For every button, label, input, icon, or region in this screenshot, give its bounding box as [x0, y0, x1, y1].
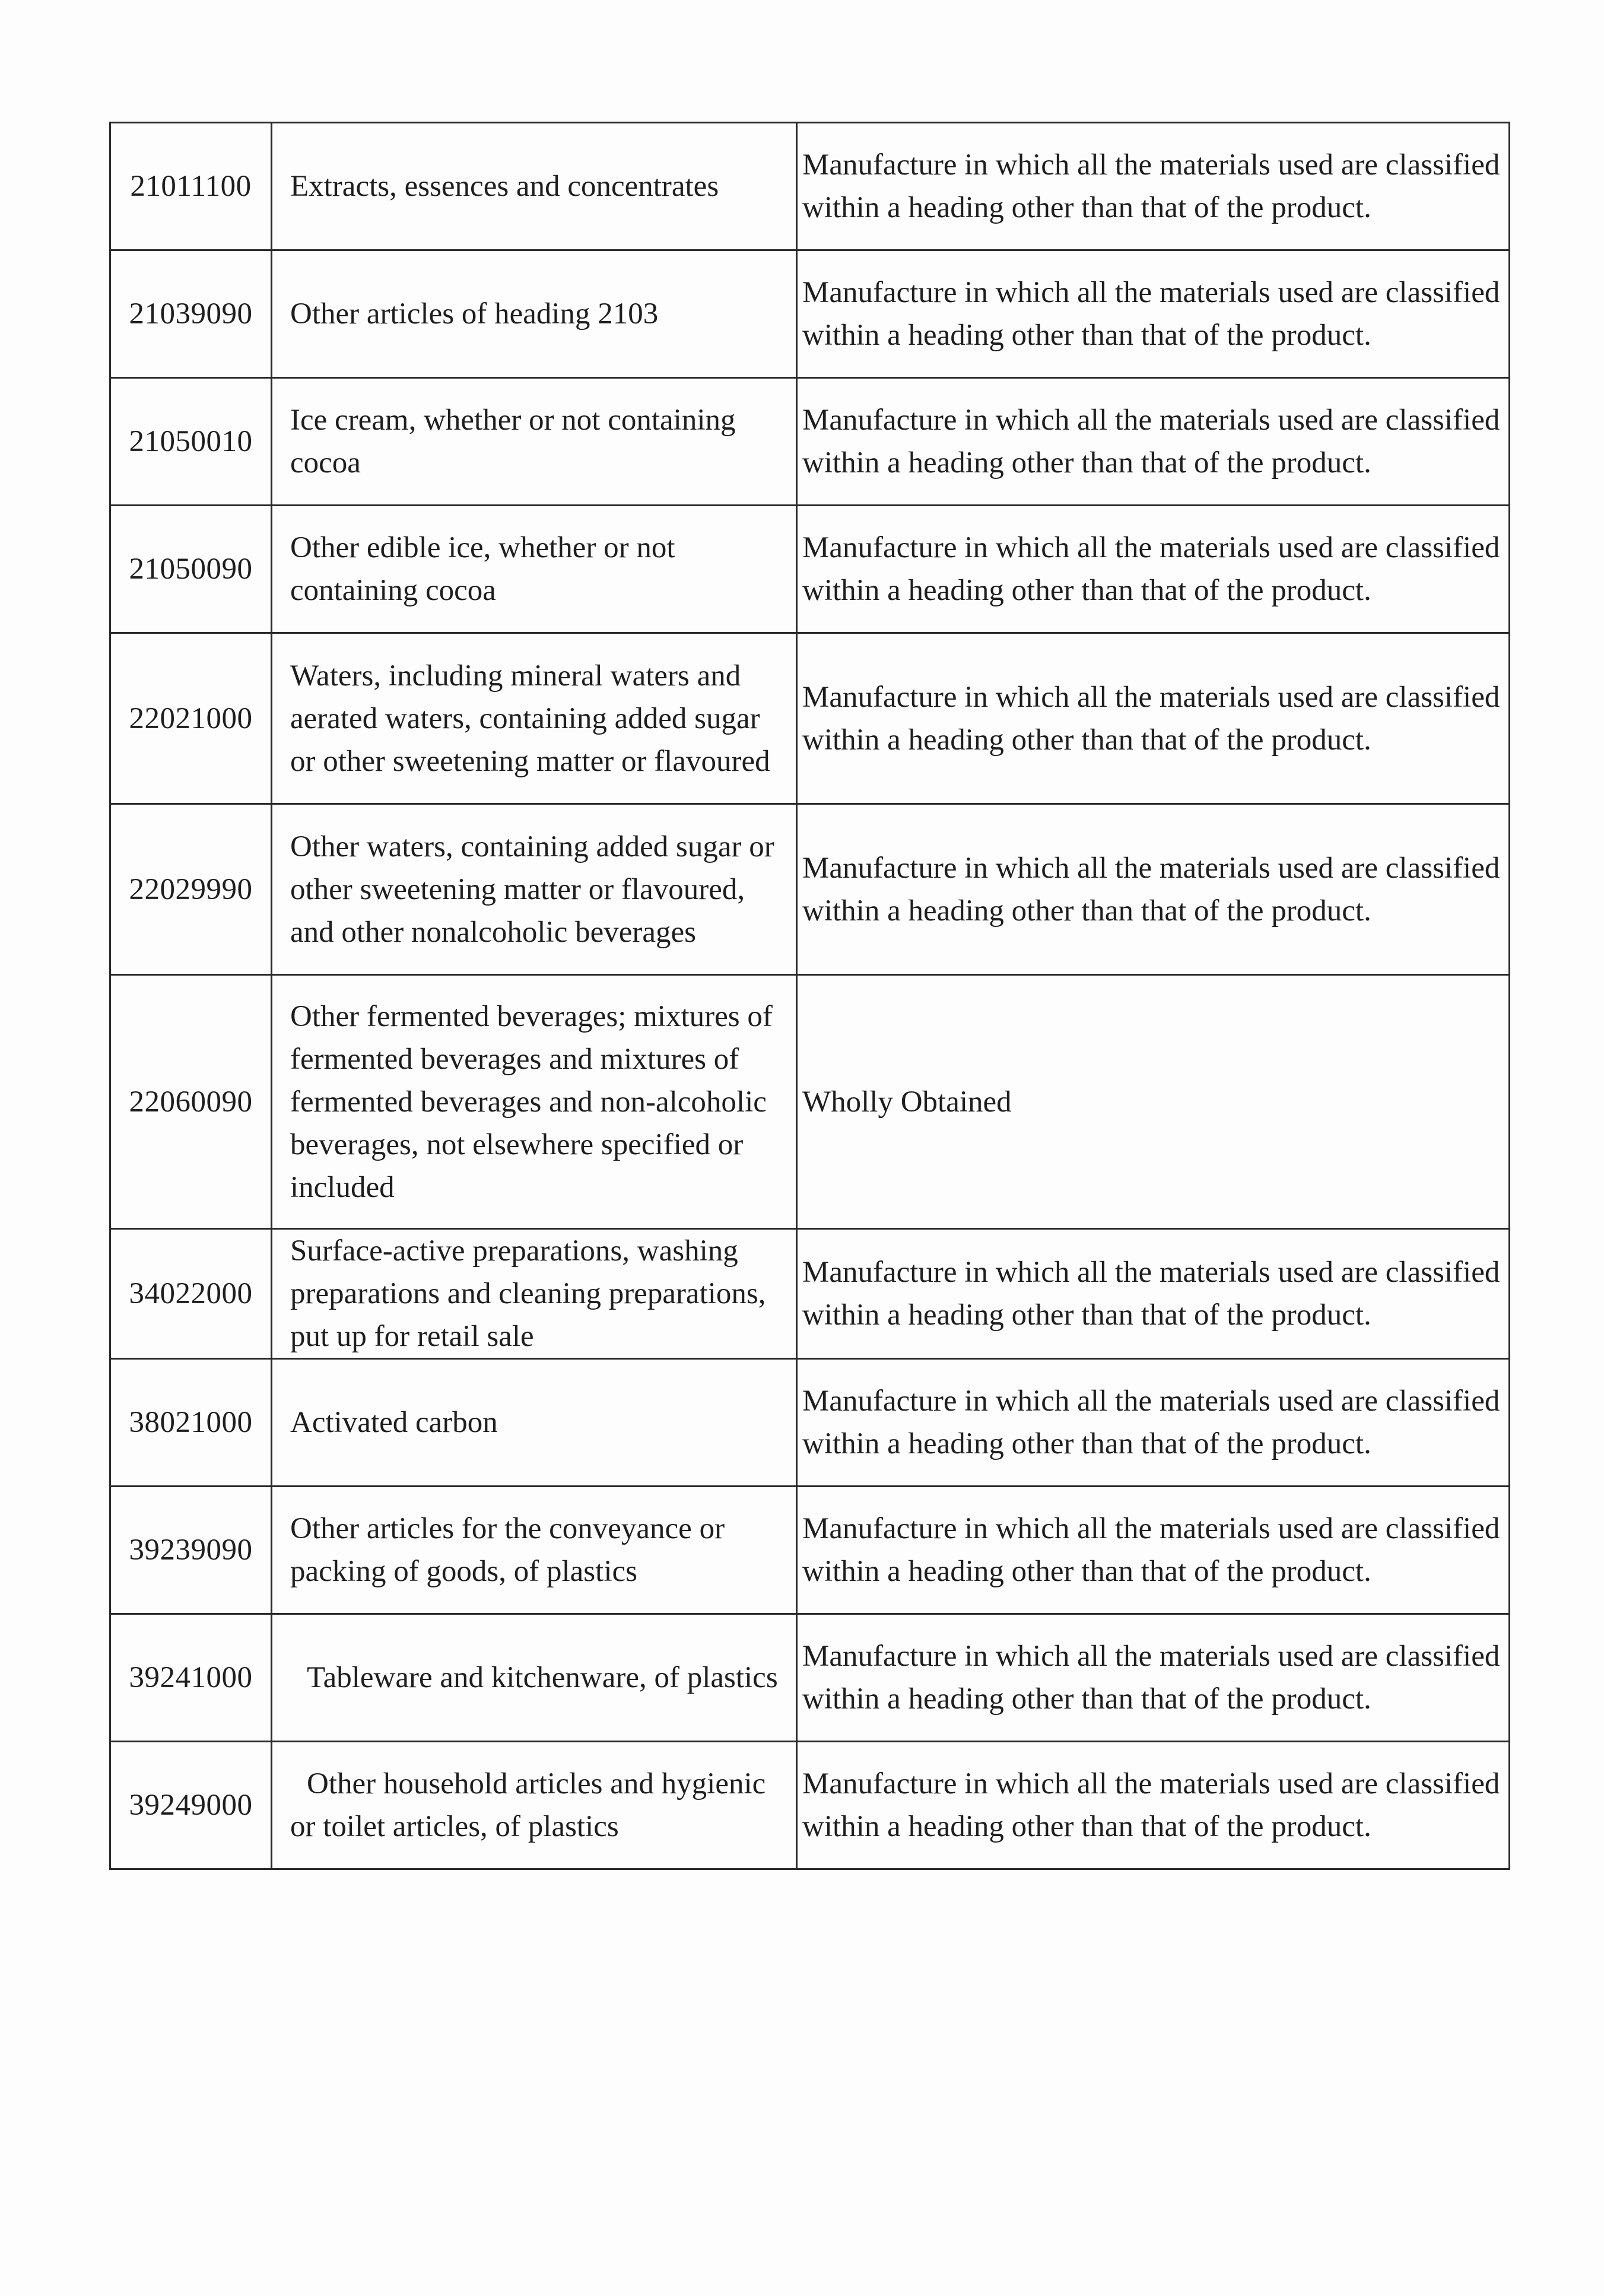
hs-code-cell: 21039090: [110, 250, 272, 378]
hs-code-cell: 22021000: [110, 633, 272, 804]
hs-code-cell: 39239090: [110, 1487, 272, 1614]
hs-code-cell: 21011100: [110, 123, 272, 250]
description-cell: Waters, including mineral waters and aerated waters, containing added sugar or other sweetening matter or flavoured: [272, 633, 797, 804]
table-row: [110, 378, 1510, 506]
table-row: [110, 1229, 1510, 1359]
description-text: Other household articles and hygienic or toilet articles, of plastics: [290, 1767, 766, 1843]
table-row: [110, 633, 1510, 804]
hs-code-cell: 39241000: [110, 1614, 272, 1742]
table-row: [110, 1487, 1510, 1614]
description-cell: [272, 1742, 797, 1869]
description-cell: Other articles for the conveyance or packing of goods, of plastics: [272, 1487, 797, 1614]
rule-cell: Manufacture in which all the materials used are classified within a heading other than that of the product.: [797, 250, 1510, 378]
rule-cell: Manufacture in which all the materials used are classified within a heading other than that of the product.: [797, 633, 1510, 804]
description-cell: Other articles of heading 2103: [272, 250, 797, 378]
table-row: [110, 975, 1510, 1229]
description-cell: Other edible ice, whether or not containing cocoa: [272, 506, 797, 633]
table-row: [110, 1614, 1510, 1742]
hs-code-cell: 38021000: [110, 1359, 272, 1487]
table-row: [110, 506, 1510, 633]
rule-cell: Manufacture in which all the materials used are classified within a heading other than that of the product.: [797, 1487, 1510, 1614]
rule-cell: Manufacture in which all the materials used are classified within a heading other than that of the product.: [797, 123, 1510, 250]
rule-cell: Manufacture in which all the materials used are classified within a heading other than that of the product.: [797, 1742, 1510, 1869]
hs-code-cell: 21050090: [110, 506, 272, 633]
hs-code-cell: 21050010: [110, 378, 272, 506]
description-cell: Surface-active preparations, washing preparations and cleaning preparations, put up for retail sale: [272, 1229, 797, 1359]
hs-code-cell: 39249000: [110, 1742, 272, 1869]
table-row: [110, 1742, 1510, 1869]
description-cell: Other waters, containing added sugar or other sweetening matter or flavoured, and other nonalcoholic beverages: [272, 804, 797, 975]
description-cell: [272, 1614, 797, 1742]
rule-cell: Manufacture in which all the materials used are classified within a heading other than that of the product.: [797, 1229, 1510, 1359]
rules-of-origin-table: [109, 122, 1510, 1870]
hs-code-cell: 22029990: [110, 804, 272, 975]
description-cell: Extracts, essences and concentrates: [272, 123, 797, 250]
description-cell: Activated carbon: [272, 1359, 797, 1487]
hs-code-cell: 22060090: [110, 975, 272, 1229]
hs-code-cell: 34022000: [110, 1229, 272, 1359]
table-row: [110, 250, 1510, 378]
description-cell: Ice cream, whether or not containing cocoa: [272, 378, 797, 506]
rule-cell: Manufacture in which all the materials used are classified within a heading other than that of the product.: [797, 804, 1510, 975]
rule-cell: Manufacture in which all the materials used are classified within a heading other than that of the product.: [797, 378, 1510, 506]
description-text: Tableware and kitchenware, of plastics: [307, 1661, 778, 1694]
table-row: [110, 123, 1510, 250]
rule-cell: Wholly Obtained: [797, 975, 1510, 1229]
table-row: [110, 804, 1510, 975]
rule-cell: Manufacture in which all the materials used are classified within a heading other than that of the product.: [797, 1614, 1510, 1742]
rule-cell: Manufacture in which all the materials used are classified within a heading other than that of the product.: [797, 506, 1510, 633]
rule-cell: Manufacture in which all the materials used are classified within a heading other than that of the product.: [797, 1359, 1510, 1487]
table-row: [110, 1359, 1510, 1487]
description-cell: Other fermented beverages; mixtures of fermented beverages and mixtures of fermented beverages and non-alcoholic beverages, not elsewhere specified or included: [272, 975, 797, 1229]
